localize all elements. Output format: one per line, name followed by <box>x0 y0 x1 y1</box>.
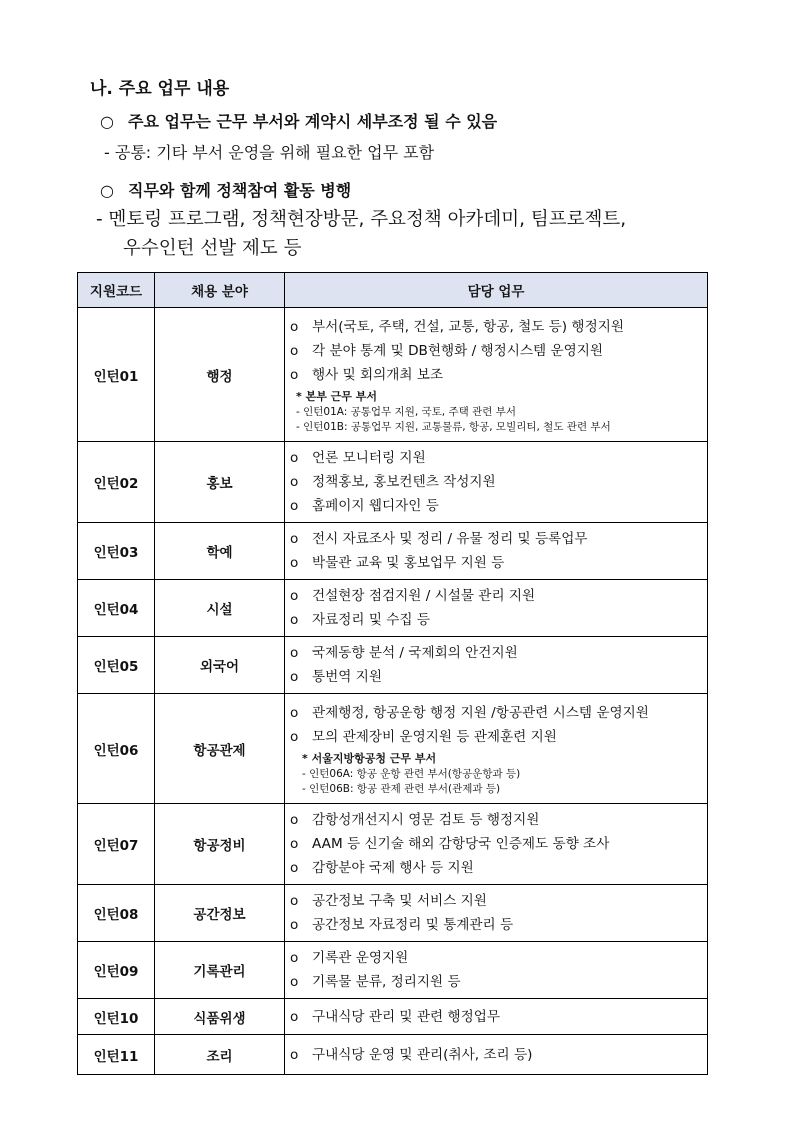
duty-marker: o <box>290 1046 299 1063</box>
cell-code: 인턴02 <box>78 442 155 523</box>
cell-field: 공간정보 <box>155 885 285 942</box>
duty-item <box>290 584 707 608</box>
duty-text: 구내식당 관리 및 관련 행정업무 <box>312 1008 500 1025</box>
cell-duties <box>285 999 708 1035</box>
cell-field: 행정 <box>155 308 285 442</box>
duty-item <box>290 889 707 913</box>
duty-item <box>290 725 707 749</box>
bullet-circle: ○ <box>100 181 114 200</box>
duty-marker: o <box>290 531 299 547</box>
table-row <box>78 694 708 804</box>
cell-field: 학예 <box>155 523 285 580</box>
duty-item <box>290 701 707 725</box>
duty-item <box>290 913 707 937</box>
bullet-common-detail: - 공통: 기타 부서 운영을 위해 필요한 업무 포함 <box>104 143 435 162</box>
cell-field: 홍보 <box>155 442 285 523</box>
policy-detail-line2: 우수인턴 선발 제도 등 <box>123 238 302 259</box>
duty-marker: o <box>290 669 299 685</box>
cell-code: 인턴11 <box>78 1035 155 1075</box>
bullet-policy-detail <box>96 205 626 263</box>
duty-text: AAM 등 신기술 해외 감항당국 인증제도 동향 조사 <box>312 836 610 852</box>
duty-item <box>290 665 707 689</box>
cell-field: 항공관제 <box>155 694 285 804</box>
duty-text: 각 분야 통계 및 DB현행화 / 행정시스템 운영지원 <box>312 342 603 359</box>
duty-item <box>290 946 707 970</box>
bullet-circle: ○ <box>100 112 114 131</box>
table-row <box>78 442 708 523</box>
bullet-text: 직무와 함께 정책참여 활동 병행 <box>128 181 352 200</box>
cell-duties <box>285 580 708 637</box>
bullet-work-adjustment <box>100 109 497 132</box>
cell-duties <box>285 308 708 442</box>
cell-duties <box>285 804 708 885</box>
duty-text: 공간정보 구축 및 서비스 지원 <box>312 893 487 909</box>
duty-marker: o <box>290 1008 299 1025</box>
duty-marker: o <box>290 950 299 966</box>
cell-field: 항공정비 <box>155 804 285 885</box>
duty-item <box>290 315 707 339</box>
duty-marker: o <box>290 812 299 828</box>
dept-note-title: * 서울지방항공청 근무 부서 <box>302 751 437 765</box>
duty-marker: o <box>290 612 299 628</box>
dept-note <box>290 389 707 435</box>
duty-item <box>290 832 707 856</box>
duty-text: 전시 자료조사 및 정리 / 유물 정리 및 등록업무 <box>312 531 588 547</box>
dept-note-line: - 인턴01A: 공통업무 지원, 국토, 주택 관련 부서 <box>296 405 517 418</box>
duty-item <box>290 641 707 665</box>
job-table <box>77 272 708 1075</box>
duty-item <box>290 446 707 470</box>
bullet-policy-activity <box>100 178 351 201</box>
cell-duties <box>285 637 708 694</box>
table-row <box>78 523 708 580</box>
cell-duties <box>285 523 708 580</box>
table-body <box>78 308 708 1075</box>
duty-marker: o <box>290 917 299 933</box>
duty-marker: o <box>290 860 299 876</box>
duty-text: 관제행정, 항공운항 행정 지원 /항공관련 시스템 운영지원 <box>312 704 649 721</box>
duty-item <box>290 970 707 994</box>
cell-duties <box>285 442 708 523</box>
duty-item <box>290 527 707 551</box>
duty-marker: o <box>290 704 299 721</box>
table-header-row <box>78 273 708 308</box>
duty-text: 국제동향 분석 / 국제회의 안건지원 <box>312 645 518 661</box>
duty-marker: o <box>290 342 299 359</box>
duty-item <box>290 808 707 832</box>
duty-item <box>290 363 707 387</box>
duty-item <box>290 1005 707 1029</box>
duty-marker: o <box>290 318 299 335</box>
duty-text: 건설현장 점검지원 / 시설물 관리 지원 <box>312 588 536 604</box>
duty-item <box>290 608 707 632</box>
duty-text: 통번역 지원 <box>312 669 382 685</box>
duty-marker: o <box>290 498 299 514</box>
duty-text: 감항분야 국제 행사 등 지원 <box>312 860 474 876</box>
duty-item <box>290 1043 707 1067</box>
duty-marker: o <box>290 366 299 383</box>
table-row <box>78 999 708 1035</box>
dept-note-line: - 인턴06B: 항공 관제 관련 부서(관제과 등) <box>302 782 501 795</box>
duty-marker: o <box>290 588 299 604</box>
duty-text: 행사 및 회의개최 보조 <box>312 366 444 383</box>
header-code: 지원코드 <box>78 273 155 308</box>
cell-field: 외국어 <box>155 637 285 694</box>
cell-duties <box>285 942 708 999</box>
duty-text: 정책홍보, 홍보컨텐츠 작성지원 <box>312 474 496 490</box>
header-field: 채용 분야 <box>155 273 285 308</box>
cell-code: 인턴01 <box>78 308 155 442</box>
table-row <box>78 637 708 694</box>
section-heading: 나. 주요 업무 내용 <box>90 79 230 99</box>
duty-text: 감항성개선지시 영문 검토 등 행정지원 <box>312 812 540 828</box>
cell-field: 식품위생 <box>155 999 285 1035</box>
duty-text: 자료정리 및 수집 등 <box>312 612 431 628</box>
cell-duties <box>285 885 708 942</box>
duty-item <box>290 470 707 494</box>
duty-marker: o <box>290 450 299 466</box>
table-row <box>78 885 708 942</box>
duty-marker: o <box>290 555 299 571</box>
duty-text: 언론 모니터링 지원 <box>312 450 426 466</box>
duty-marker: o <box>290 893 299 909</box>
cell-code: 인턴08 <box>78 885 155 942</box>
duty-item <box>290 551 707 575</box>
duty-marker: o <box>290 728 299 745</box>
duty-text: 홈페이지 웹디자인 등 <box>312 498 439 514</box>
cell-code: 인턴03 <box>78 523 155 580</box>
bullet-text: 주요 업무는 근무 부서와 계약시 세부조정 될 수 있음 <box>128 112 498 131</box>
cell-duties <box>285 1035 708 1075</box>
duty-text: 공간정보 자료정리 및 통계관리 등 <box>312 917 514 933</box>
duty-marker: o <box>290 974 299 990</box>
dept-note-line: - 인턴01B: 공통업무 지원, 교통물류, 항공, 모빌리티, 철도 관련 부서 <box>296 420 611 433</box>
cell-field: 시설 <box>155 580 285 637</box>
duty-text: 기록물 분류, 정리지원 등 <box>312 974 461 990</box>
duty-text: 부서(국토, 주택, 건설, 교통, 항공, 철도 등) 행정지원 <box>312 318 624 335</box>
duty-item <box>290 339 707 363</box>
duty-item <box>290 494 707 518</box>
table-row <box>78 1035 708 1075</box>
cell-code: 인턴10 <box>78 999 155 1035</box>
cell-duties <box>285 694 708 804</box>
cell-code: 인턴04 <box>78 580 155 637</box>
table-row <box>78 580 708 637</box>
duty-item <box>290 856 707 880</box>
cell-code: 인턴09 <box>78 942 155 999</box>
dept-note-title: * 본부 근무 부서 <box>296 389 377 403</box>
cell-field: 기록관리 <box>155 942 285 999</box>
header-duties: 담당 업무 <box>285 273 708 308</box>
dept-note-line: - 인턴06A: 항공 운항 관련 부서(항공운항과 등) <box>302 767 521 780</box>
table-row <box>78 308 708 442</box>
policy-detail-line1: - 멘토링 프로그램, 정책현장방문, 주요정책 아카데미, 팀프로젝트, <box>96 209 627 230</box>
duty-text: 기록관 운영지원 <box>312 950 409 966</box>
cell-code: 인턴06 <box>78 694 155 804</box>
table-row <box>78 942 708 999</box>
duty-text: 구내식당 운영 및 관리(취사, 조리 등) <box>312 1046 533 1063</box>
table-row <box>78 804 708 885</box>
duty-text: 모의 관제장비 운영지원 등 관제훈련 지원 <box>312 728 557 745</box>
cell-field: 조리 <box>155 1035 285 1075</box>
cell-code: 인턴05 <box>78 637 155 694</box>
duty-text: 박물관 교육 및 홍보업무 지원 등 <box>312 555 505 571</box>
duty-marker: o <box>290 645 299 661</box>
duty-marker: o <box>290 474 299 490</box>
dept-note <box>290 751 707 797</box>
duty-marker: o <box>290 836 299 852</box>
cell-code: 인턴07 <box>78 804 155 885</box>
